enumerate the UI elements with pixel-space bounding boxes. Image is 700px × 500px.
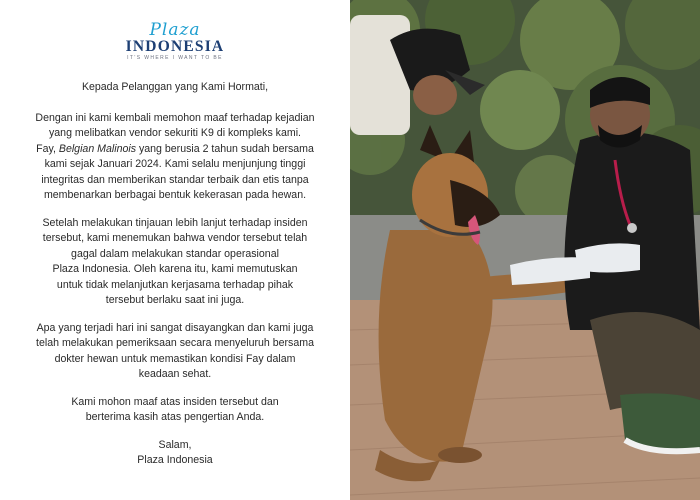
plaza-indonesia-logo (0, 22, 350, 62)
vet-dog-photo (350, 0, 700, 500)
logo-tagline: IT'S WHERE I WANT TO BE (127, 55, 223, 61)
logo-script: Plaza (149, 20, 201, 40)
letter-body (6, 80, 344, 481)
paragraph-vet-check: Apa yang terjadi hari ini sangat disayangkan dan kami juga telah melakukan pemeriksaan secara menyeluruh bersama dokter hewan untuk memastikan kondisi Fay dalam keadaan sehat. (36, 321, 314, 380)
photo-panel (350, 0, 700, 500)
logo-wordmark: INDONESIA (125, 38, 225, 55)
letter-salutation: Kepada Pelanggan yang Kami Hormati, (81, 81, 269, 93)
signature-name: Plaza Indonesia (137, 454, 213, 466)
paragraph-thanks: Kami mohon maaf atas insiden tersebut dan berterima kasih atas pengertian Anda. (71, 395, 279, 423)
paragraph-review: Setelah melakukan tinjauan lebih lanjut terhadap insiden tersebut, kami menemukan bahwa vendor tersebut telah gagal dalam melakukan standar operasional Plaza Indonesia. Oleh karena itu, kami memutuskan untuk tidak melanjutkan kerjasama terhadap pihak tersebut berlaku saat ini juga. (42, 216, 308, 306)
breed-name: Belgian Malinois (58, 142, 137, 155)
paragraph-apology: Dengan ini kami kembali memohon maaf terhadap kejadian yang melibatkan vendor sekuriti K9 di kompleks kami. Fay, Belgian Malinois yang berusia 2 tahun sudah bersama kami sejak Januari 2024. Kami selalu menjunjung tinggi integritas dan memberikan standar terbaik dan etis tanpa membenarkan berbagai bentuk kekerasan pada hewan. (6, 111, 344, 204)
letter-closing: Salam, Plaza Indonesia (6, 438, 344, 469)
line-fay: Fay, Belgian Malinois yang berusia 2 tahun sudah bersama (36, 142, 314, 155)
